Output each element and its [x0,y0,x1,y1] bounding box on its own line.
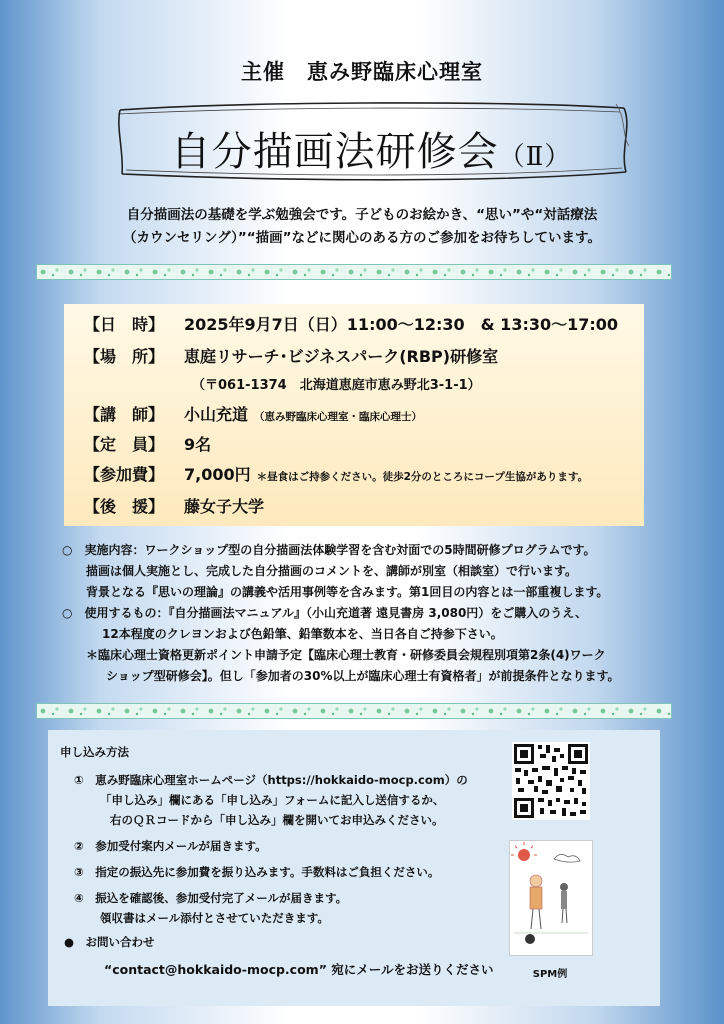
info-lecturer [84,402,422,425]
intro-line: 自分描画法の基礎を学ぶ勉強会です。子どものお絵かき、“思い”や“対話療法 [126,207,598,223]
intro-line: （カウンセリング）”“描画”などに関心のある方のご参加をお待ちしています。 [123,230,601,246]
qr-code[interactable] [512,742,590,820]
apply-step-1-line-2: 「申し込み」欄にある「申し込み」フォームに記入し送信するか、 [100,793,445,807]
page-title [112,120,630,177]
info-support [84,494,264,517]
info-capacity [84,432,211,455]
organizer-line: 主催 恵み野臨床心理室 [241,60,483,84]
apply-heading: 申し込み方法 [60,745,129,759]
decorative-band-bottom [36,703,672,719]
contact-heading: ● お問い合わせ [64,935,155,949]
fee-value: 7,000円 [184,465,251,484]
application-method [60,742,520,980]
date-value: 2025年9月7日（日）11:00～12:30 & 13:30～17:00 [184,315,619,334]
contact-email: “contact@hokkaido-mocp.com” 宛にメールをお送りください [104,962,494,977]
leaf-pattern-icon [37,265,671,279]
place-label: 【場 所】 [84,347,165,366]
decorative-band-top [36,264,672,280]
leaf-pattern-icon [37,704,671,718]
fee-label: 【参加費】 [84,465,165,484]
lecturer-label: 【講 師】 [84,405,165,424]
program-details [62,540,662,687]
capacity-value: 9名 [184,435,212,454]
title-frame [112,98,630,184]
info-date [84,312,618,335]
capacity-label: 【定 員】 [84,435,165,454]
info-fee [84,462,588,485]
apply-step-3: ③ 指定の振込先に参加費を振り込みます。手数料はご負担ください。 [74,865,440,879]
apply-step-1: ① 恵み野臨床心理室ホームページ（https://hokkaido-mocp.com）の [74,773,468,787]
apply-step-4: ④ 振込を確認後、参加受付完了メールが届きます。 [74,891,348,905]
intro-text [62,204,662,250]
child-drawing-icon [510,841,592,955]
place-value: 恵庭リサーチ･ビジネスパーク(RBP)研修室 [184,347,499,366]
address: （〒061-1374 北海道恵庭市恵み野北3-1-1） [192,378,481,393]
title-text: 自分描画法研修会 [170,129,499,175]
spm-example-drawing [509,840,593,956]
date-label: 【日 時】 [84,315,165,334]
lecturer-name: 小山充道 [184,405,249,424]
title-suffix: （Ⅱ） [498,142,572,172]
detail-line: 12本程度のクレヨンおよび色鉛筆、鉛筆数本を、当日各自ご持参下さい。 [102,627,503,641]
info-place [84,344,498,367]
detail-line: ○ 使用するもの：『自分描画法マニュアル』（小山充道著 遠見書房 3,080円）をご購入のうえ、 [62,606,588,620]
fee-note: ＊昼食はご持参ください。徒歩2分のところにコープ生協があります。 [256,471,589,483]
event-info-box [64,304,644,526]
apply-step-4-line-2: 領収書はメール添付とさせていただきます。 [100,911,329,925]
spm-caption: SPM例 [532,969,568,980]
detail-line: ＊臨床心理士資格更新ポイント申請予定【臨床心理士教育・研修委員会規程別項第2条(4)ワーク [86,648,606,662]
detail-line: 背景となる『思いの理論』の講義や活用事例等を含みます。第1回目の内容とは一部重複します。 [86,585,609,599]
support-label: 【後 援】 [84,497,165,516]
detail-line: ○ 実施内容：ワークショップ型の自分描画法体験学習を含む対面での5時間研修プログラムです。 [62,543,596,557]
lecturer-note: （恵み野臨床心理室・臨床心理士） [254,411,423,423]
support-value: 藤女子大学 [184,497,265,516]
detail-line: 描画は個人実施とし、完成した自分描画のコメントを、講師が別室（相談室）で行います。 [86,564,578,578]
qr-code-icon [512,742,590,820]
detail-line: ショップ型研修会】。但し「参加者の30%以上が臨床心理士有資格者」が前提条件となります。 [106,669,620,683]
apply-step-1-line-3: 右のＱＲコードから「申し込み」欄を開いてお申込みください。 [110,813,444,827]
apply-step-2: ② 参加受付案内メールが届きます。 [74,839,267,853]
